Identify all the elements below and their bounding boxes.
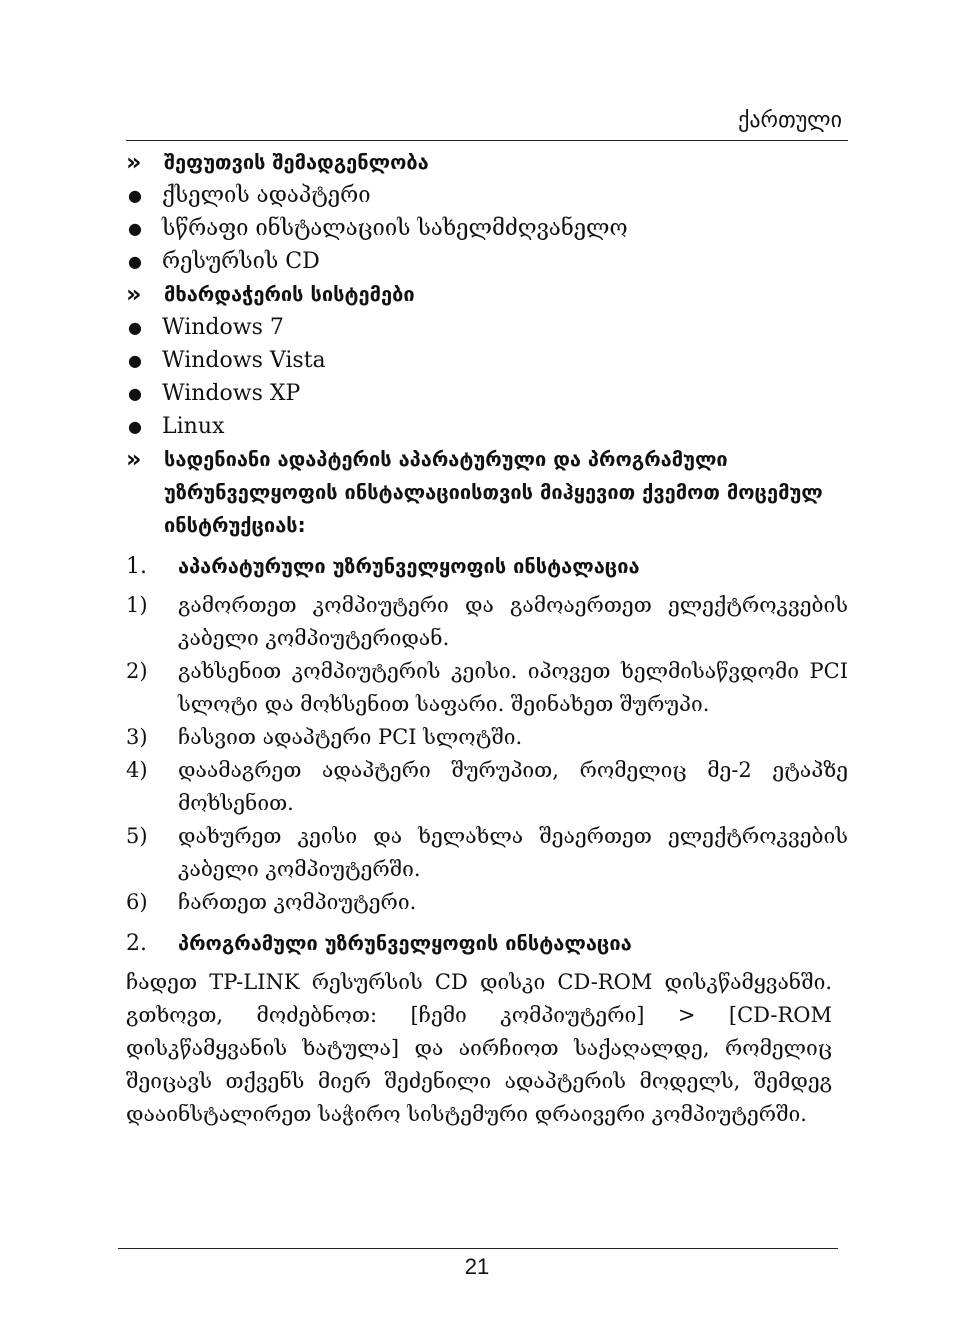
step-number: 2)	[126, 659, 148, 683]
step-item	[126, 754, 848, 820]
supported-systems-heading	[126, 278, 848, 311]
supported-systems-title: მხარდაჭერის სისტემები	[164, 282, 415, 306]
package-contents-list	[126, 179, 848, 278]
step-number: 1)	[126, 593, 148, 617]
bullet-marker: ●	[128, 318, 142, 337]
package-contents-heading	[126, 146, 848, 179]
hardware-install-title: აპარატურული უზრუნველყოფის ინსტალაცია	[178, 554, 640, 578]
step-item	[126, 721, 848, 754]
list-item-text: Windows 7	[162, 315, 284, 340]
bullet-marker: ●	[128, 351, 142, 370]
step-text: დაამაგრეთ ადაპტერი შურუპით, რომელიც მე-2 ეტაპზე მოხსენით.	[178, 758, 848, 815]
section-marker: »	[126, 148, 142, 176]
list-item	[126, 311, 848, 344]
step-item	[126, 820, 848, 886]
software-install-title: პროგრამული უზრუნველყოფის ინსტალაცია	[178, 931, 632, 955]
step-text: გამორთეთ კომპიუტერი და გამოაერთეთ ელექტროკვების კაბელი კომპიუტერიდან.	[178, 593, 848, 650]
software-install-heading	[126, 927, 848, 960]
page-content	[126, 146, 848, 1131]
section-number: 2.	[126, 931, 147, 956]
list-item	[126, 377, 848, 410]
step-text: დახურეთ კეისი და ხელახლა შეაერთეთ ელექტროკვების კაბელი კომპიუტერში.	[178, 824, 848, 881]
list-item-text: ქსელის ადაპტერი	[162, 183, 371, 208]
list-item-text: სწრაფი ინსტალაციის სახელმძღვანელო	[162, 216, 628, 241]
bullet-marker: ●	[128, 417, 142, 436]
list-item-text: Linux	[162, 414, 225, 439]
bullet-marker: ●	[128, 219, 142, 238]
list-item-text: რესურსის CD	[162, 249, 320, 274]
instruction-intro	[126, 443, 848, 542]
hardware-install-heading	[126, 550, 848, 583]
list-item	[126, 344, 848, 377]
hardware-steps-list	[126, 589, 848, 919]
step-text: ჩართეთ კომპიუტერი.	[178, 890, 417, 914]
section-marker: »	[126, 445, 142, 473]
supported-systems-list	[126, 311, 848, 443]
package-contents-title: შეფუთვის შემადგენლობა	[164, 150, 429, 174]
instruction-intro-text: სადენიანი ადაპტერის აპარატურული და პროგრამული უზრუნველყოფის ინსტალაციისთვის მიჰყევით ქვემოთ მოცემულ ინსტრუქციას:	[164, 447, 823, 537]
header-language-label: ქართული	[738, 108, 842, 133]
step-number: 4)	[126, 758, 148, 782]
step-item	[126, 589, 848, 655]
step-text: ჩასვით ადაპტერი PCI სლოტში.	[178, 725, 523, 749]
list-item	[126, 212, 848, 245]
list-item-text: Windows Vista	[162, 348, 326, 373]
list-item-text: Windows XP	[162, 381, 301, 406]
step-number: 6)	[126, 890, 148, 914]
section-number: 1.	[126, 554, 147, 579]
list-item	[126, 179, 848, 212]
bullet-marker: ●	[128, 384, 142, 403]
step-text: გახსენით კომპიუტერის კეისი. იპოვეთ ხელმისაწვდომი PCI სლოტი და მოხსენით საფარი. შეინახეთ შურუპი.	[178, 659, 848, 716]
step-item	[126, 655, 848, 721]
step-number: 5)	[126, 824, 148, 848]
footer-divider	[118, 1248, 838, 1249]
step-number: 3)	[126, 725, 148, 749]
section-marker: »	[126, 280, 142, 308]
list-item	[126, 245, 848, 278]
bullet-marker: ●	[128, 186, 142, 205]
list-item	[126, 410, 848, 443]
header-divider	[126, 140, 848, 141]
step-item	[126, 886, 848, 919]
bullet-marker: ●	[128, 252, 142, 271]
page-number: 21	[464, 1254, 490, 1279]
software-install-paragraph: ჩადეთ TP-LINK რესურსის CD დისკი CD-ROM დისკწამყვანში. გთხოვთ, მოძებნოთ: [ჩემი კომპიუტერი] > [CD-ROM დისკწამყვანის ხატულა] და აირჩიოთ საქაღალდე, რომელიც შეიცავს თქვენს მიერ შეძენილი ადაპტერის მოდელს, შემდეგ დააინსტალირეთ საჭირო სისტემური დრაივერი კომპიუტერში.	[126, 970, 832, 1126]
